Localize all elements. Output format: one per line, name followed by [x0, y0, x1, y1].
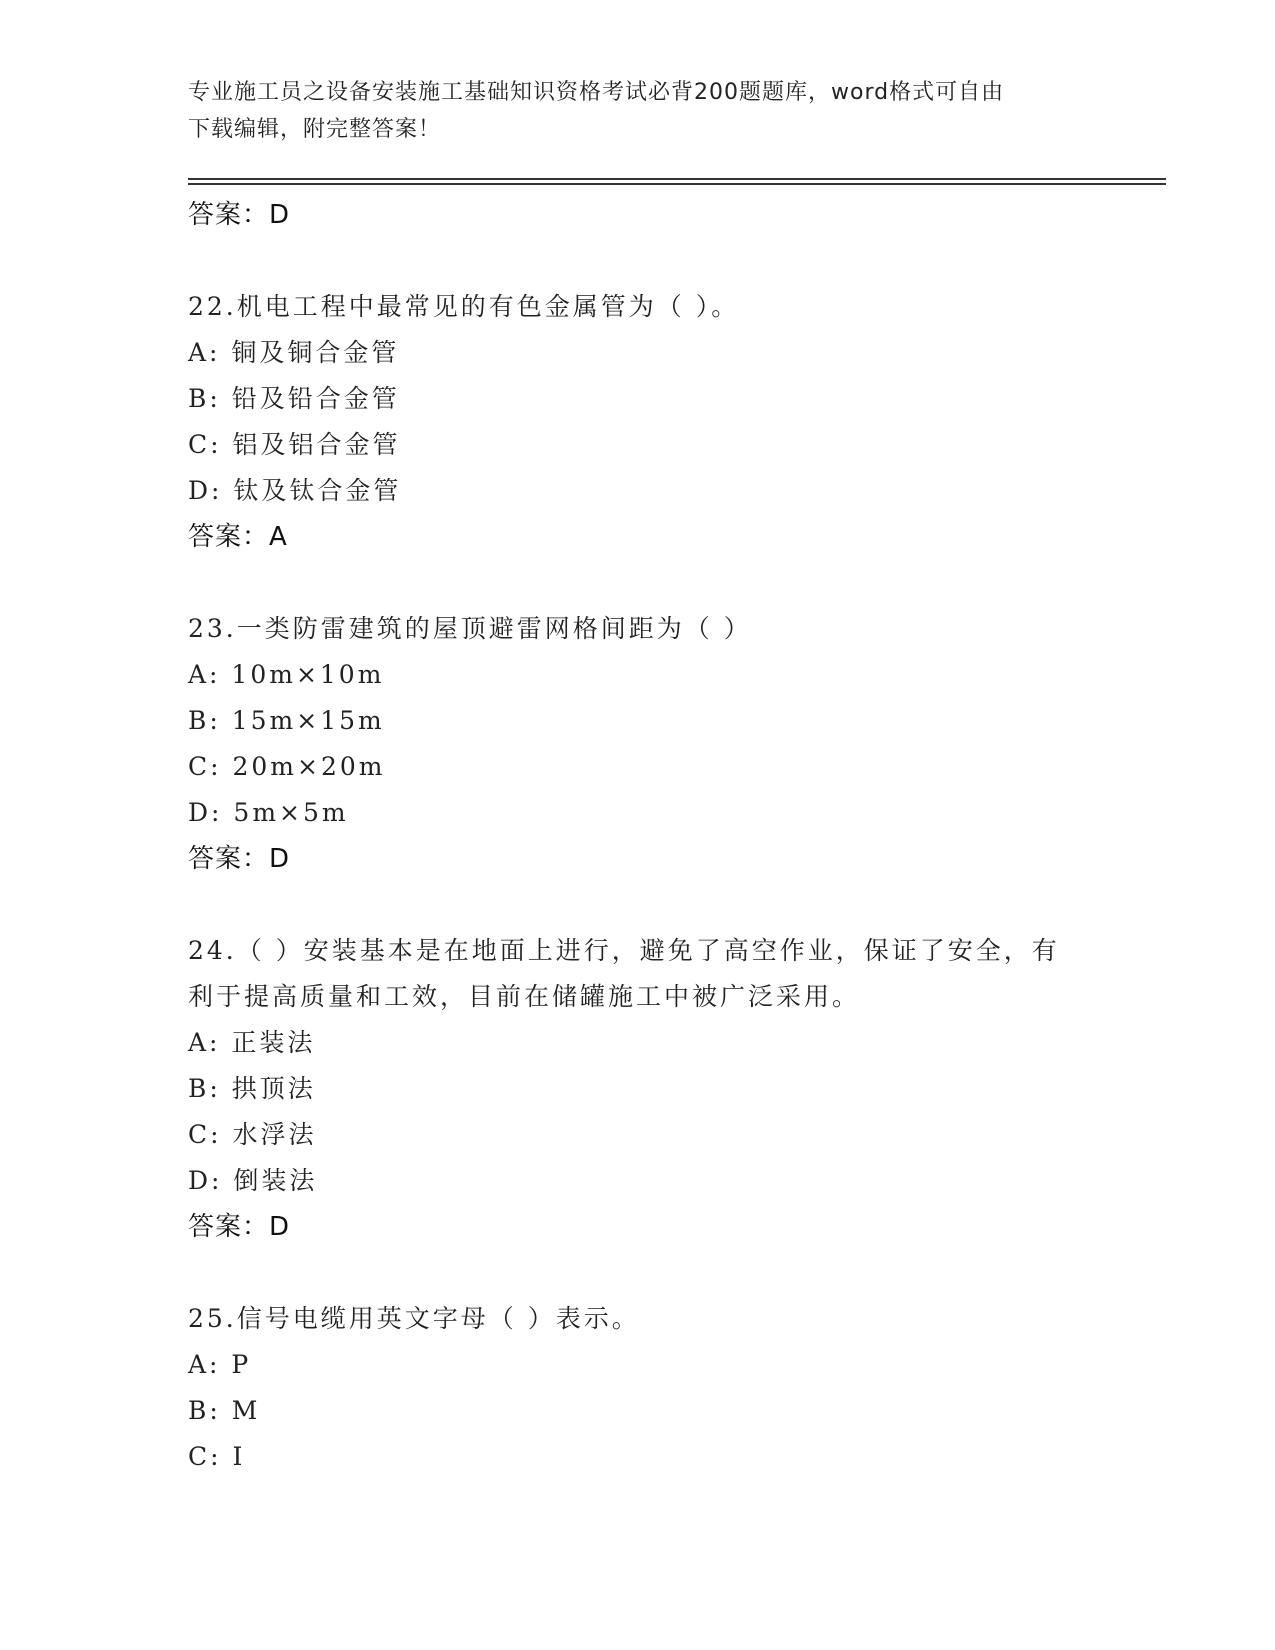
option-c: C: 铝及铝合金管: [188, 430, 401, 459]
option-c: C: 20m×20m: [188, 752, 386, 781]
spacer: [188, 560, 1088, 606]
option-a: A: 10m×10m: [188, 660, 385, 689]
spacer: [188, 238, 1088, 284]
header-line-1: 专业施工员之设备安装施工基础知识资格考试必背200题题库，word格式可自由: [188, 80, 1005, 105]
option-a: A: P: [188, 1350, 252, 1379]
option-d: D: 钛及钛合金管: [188, 476, 402, 505]
question-stem: 23.一类防雷建筑的屋顶避雷网格间距为（ ）: [188, 614, 752, 643]
option-a: A: 铜及铜合金管: [188, 338, 400, 367]
spacer: [188, 882, 1088, 928]
answer-line: 答案：D: [188, 1212, 291, 1242]
option-b: B: M: [188, 1396, 261, 1425]
header-line-2: 下载编辑，附完整答案！: [188, 117, 442, 142]
option-c: C: 水浮法: [188, 1120, 317, 1149]
option-d: D: 倒装法: [188, 1166, 318, 1195]
answer-line: 答案：D: [188, 200, 291, 230]
question-stem: 25.信号电缆用英文字母（ ）表示。: [188, 1304, 640, 1333]
question-list: [188, 192, 1088, 1480]
spacer: [188, 1250, 1088, 1296]
option-c: C: I: [188, 1442, 246, 1471]
option-b: B: 拱顶法: [188, 1074, 316, 1103]
answer-line: 答案：A: [188, 522, 288, 552]
option-a: A: 正装法: [188, 1028, 316, 1057]
option-b: B: 铅及铅合金管: [188, 384, 400, 413]
question-stem: 22.机电工程中最常见的有色金属管为（ ）。: [188, 292, 740, 321]
document-header: [188, 74, 1078, 148]
option-d: D: 5m×5m: [188, 798, 349, 827]
header-divider-bottom: [188, 183, 1166, 185]
option-b: B: 15m×15m: [188, 706, 385, 735]
answer-line: 答案：D: [188, 844, 291, 874]
question-stem: 24.（ ）安装基本是在地面上进行，避免了高空作业，保证了安全，有利于提高质量和工效，目前在储罐施工中被广泛采用。: [188, 936, 1060, 1011]
header-divider-top: [188, 178, 1166, 180]
